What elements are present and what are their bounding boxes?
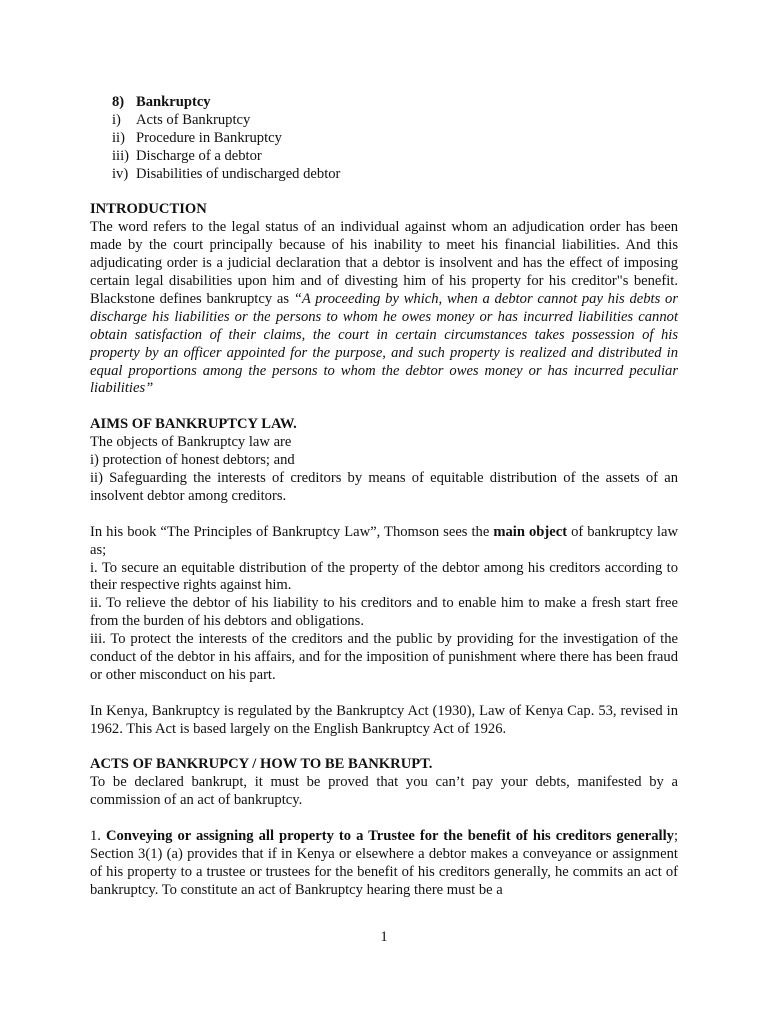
toc-item xyxy=(112,112,678,130)
toc-block xyxy=(90,94,678,184)
toc-title-number: 8) xyxy=(112,94,125,110)
toc-title-text: Bankruptcy xyxy=(136,94,211,110)
toc-item-number: i) xyxy=(112,111,121,128)
kenya-paragraph: In Kenya, Bankruptcy is regulated by the Bankruptcy Act (1930), Law of Kenya Cap. 53, revised in 1962. This Act is based largely on the English Bankruptcy Act of 1926. xyxy=(90,702,678,737)
blackstone-quote: “A proceeding by which, when a debtor cannot pay his debts or discharge his liabilities or the persons to whom he owes money or has incurred liabilities cannot obtain satisfaction of their claims, the court in certain circumstances takes possession of his property by an officer appointed for the purpose, and such property is realized and distributed in equal proportions among the persons to whom the debtor owes money or has incurred peculiar liabilities” xyxy=(90,290,678,397)
toc-title xyxy=(112,94,678,112)
thomson-intro xyxy=(90,524,678,560)
introduction-heading: INTRODUCTION xyxy=(90,201,207,218)
toc-item-text: Disabilities of undischarged debtor xyxy=(136,165,341,182)
introduction-text: The word refers to the legal status of an individual against whom an adjudication order has been made by the court principally because of his inability to meet his financial liabilities. And this adjudicating order is a judicial declaration that a debtor is insolvent and has the effect of imposing certain legal disabilities upon him and of divesting him of his property for his creditor"s benefit. Blackstone defines bankruptcy as xyxy=(90,219,678,307)
thomson-item: ii. To relieve the debtor of his liability to his creditors and to enable him to make a fresh start free from the burden of his debtors and obligations. xyxy=(90,595,678,630)
conveying-bold: Conveying or assigning all property to a Trustee for the benefit of his creditors generally xyxy=(105,828,674,845)
toc-item xyxy=(112,166,678,184)
aims-heading: AIMS OF BANKRUPTCY LAW. xyxy=(90,416,297,433)
toc-item-number: iii) xyxy=(112,147,130,164)
conveying-text: ; Section 3(1) (a) provides that if in Kenya or elsewhere a debtor makes a conveyance or assignment of his property to a trustee or trustees for the benefit of his creditors generally, he commits an act of bankruptcy. To constitute an act of Bankruptcy hearing there must be a xyxy=(90,828,679,898)
thomson-intro-pre: In his book “The Principles of Bankruptcy Law”, Thomson sees the xyxy=(90,523,494,540)
thomson-item: iii. To protect the interests of the creditors and the public by providing for the investigation of the conduct of the debtor in his affairs, and for the imposition of punishment where there has been fraud or other misconduct on his part. xyxy=(90,631,678,683)
acts-heading: ACTS OF BANKRUPCY / HOW TO BE BANKRUPT. xyxy=(90,756,433,773)
toc-item-number: iv) xyxy=(112,165,129,182)
page-number: 1 xyxy=(380,929,388,945)
aims-line: The objects of Bankruptcy law are xyxy=(90,434,292,451)
toc-item xyxy=(112,130,678,148)
introduction-paragraph xyxy=(90,219,678,398)
aims-line: i) protection of honest debtors; and xyxy=(90,452,295,469)
toc-item-text: Discharge of a debtor xyxy=(136,147,262,164)
toc-list xyxy=(112,112,678,184)
page-content xyxy=(90,94,678,900)
thomson-item: i. To secure an equitable distribution of the property of the debtor among his creditors according to their respective rights against him. xyxy=(90,559,678,594)
toc-item xyxy=(112,148,678,166)
toc-item-number: ii) xyxy=(112,129,125,146)
aims-line: ii) Safeguarding the interests of creditors by means of equitable distribution of the assets of an insolvent debtor among creditors. xyxy=(90,470,678,504)
toc-item-text: Procedure in Bankruptcy xyxy=(136,129,282,146)
thomson-intro-post: of bankruptcy law as; xyxy=(90,523,678,558)
conveying-paragraph xyxy=(90,828,678,900)
toc-item-text: Acts of Bankruptcy xyxy=(136,111,251,128)
thomson-intro-bold: main object xyxy=(493,523,568,540)
conveying-number: 1. xyxy=(90,828,106,845)
acts-paragraph: To be declared bankrupt, it must be proved that you can’t pay your debts, manifested by a commission of an act of bankruptcy. xyxy=(90,774,678,809)
